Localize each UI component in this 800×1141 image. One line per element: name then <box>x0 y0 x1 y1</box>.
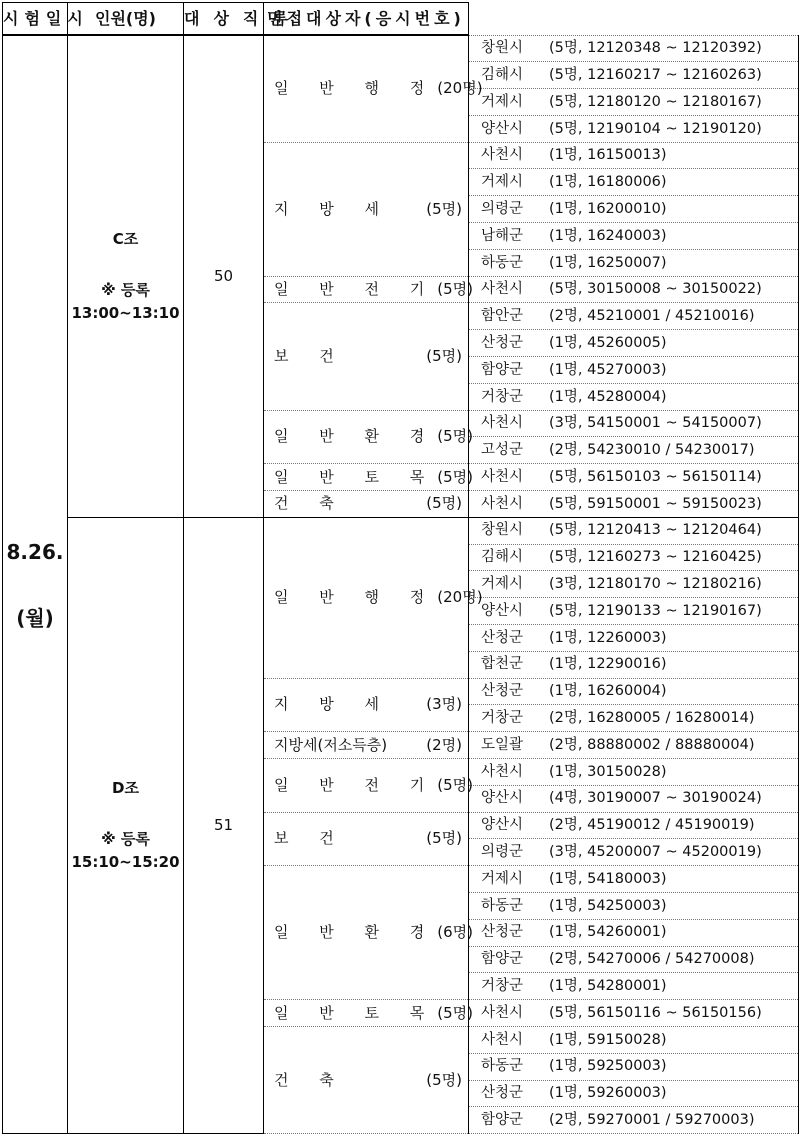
job-name: 일 반 환 경 <box>274 923 438 942</box>
candidate-cell <box>469 410 799 437</box>
candidate-region: 김해시 <box>481 549 524 566</box>
job-cell <box>264 142 469 276</box>
candidate-cell <box>469 571 799 598</box>
job-count: (5명) <box>437 467 474 486</box>
candidate-cell <box>469 223 799 250</box>
job-count: (5명) <box>437 280 474 299</box>
candidate-cell <box>469 62 799 89</box>
exam-date <box>3 35 68 1134</box>
candidate-region: 산청군 <box>481 683 524 700</box>
job-count: (5명) <box>426 347 462 366</box>
candidate-numbers: (1명, 59150028) <box>549 1031 667 1048</box>
candidate-region: 거창군 <box>481 710 524 727</box>
group-count: 51 <box>184 517 264 1133</box>
job-name: 건 축 <box>274 494 347 513</box>
job-name: 보 건 <box>274 829 347 848</box>
candidate-numbers: (5명, 12190133 ~ 12190167) <box>549 602 762 619</box>
job-cell <box>264 812 469 866</box>
candidate-numbers: (1명, 16260004) <box>549 683 667 700</box>
job-cell <box>264 491 469 518</box>
candidate-numbers: (5명, 30150008 ~ 30150022) <box>549 281 762 298</box>
registration-label: ※ 등록 <box>101 830 150 848</box>
job-cell <box>264 464 474 491</box>
candidate-numbers: (3명, 54150001 ~ 54150007) <box>549 415 762 432</box>
candidate-numbers: (2명, 16280005 / 16280014) <box>549 710 755 727</box>
candidate-numbers: (1명, 59250003) <box>549 1058 667 1075</box>
candidate-region: 산청군 <box>481 334 524 351</box>
candidate-cell <box>469 464 799 491</box>
candidate-region: 사천시 <box>481 281 524 298</box>
candidate-region: 사천시 <box>481 763 524 780</box>
job-count: (3명) <box>426 695 462 714</box>
table-row <box>3 35 799 62</box>
candidate-cell <box>469 142 799 169</box>
candidate-numbers: (2명, 54230010 / 54230017) <box>549 442 755 459</box>
candidate-numbers: (3명, 45200007 ~ 45200019) <box>549 844 762 861</box>
candidate-region: 남해군 <box>481 227 524 244</box>
candidate-cell <box>469 946 799 973</box>
candidate-numbers: (2명, 45210001 / 45210016) <box>549 308 755 325</box>
job-count: (5명) <box>426 1070 462 1089</box>
candidate-region: 양산시 <box>481 817 524 834</box>
candidate-cell <box>469 35 799 62</box>
schedule-body <box>3 35 799 1134</box>
job-name: 지 방 세 <box>274 695 393 714</box>
candidate-cell <box>469 866 799 893</box>
candidate-cell <box>469 732 799 759</box>
candidate-numbers: (1명, 45270003) <box>549 361 667 378</box>
job-count: (5명) <box>437 775 474 794</box>
candidate-region: 거제시 <box>481 576 524 593</box>
job-count: (2명) <box>426 735 462 754</box>
candidate-region: 창원시 <box>481 40 524 57</box>
table-row <box>3 517 799 544</box>
candidate-numbers: (1명, 54260001) <box>549 924 667 941</box>
job-count: (5명) <box>437 427 474 446</box>
candidate-region: 함안군 <box>481 308 524 325</box>
candidate-cell <box>469 839 799 866</box>
candidate-region: 함양군 <box>481 1112 524 1129</box>
candidate-numbers: (1명, 16240003) <box>549 227 667 244</box>
job-name: 건 축 <box>274 1070 347 1089</box>
candidate-region: 산청군 <box>481 924 524 941</box>
candidate-cell <box>469 330 799 357</box>
candidate-region: 합천군 <box>481 656 524 673</box>
candidate-numbers: (5명, 12160273 ~ 12160425) <box>549 549 762 566</box>
candidate-region: 하동군 <box>481 254 524 271</box>
candidate-cell <box>469 89 799 116</box>
candidate-cell <box>469 1053 799 1080</box>
job-cell <box>264 276 474 303</box>
group-cell <box>68 517 184 1133</box>
header-job: 대상직류 <box>184 3 264 36</box>
candidate-numbers: (5명, 59150001 ~ 59150023) <box>549 495 762 512</box>
candidate-cell <box>469 249 799 276</box>
candidate-cell <box>469 973 799 1000</box>
candidate-numbers: (1명, 45280004) <box>549 388 667 405</box>
job-cell <box>264 303 469 410</box>
candidate-numbers: (1명, 16250007) <box>549 254 667 271</box>
job-cell <box>264 732 469 759</box>
job-cell <box>264 1026 469 1133</box>
group-name: C조 <box>112 229 139 248</box>
candidate-region: 함양군 <box>481 951 524 968</box>
candidate-region: 사천시 <box>481 468 524 485</box>
job-name: 일 반 환 경 <box>274 427 438 446</box>
candidate-region: 사천시 <box>481 1004 524 1021</box>
candidate-cell <box>469 1107 799 1134</box>
candidate-cell <box>469 651 799 678</box>
candidate-cell <box>469 678 799 705</box>
candidate-region: 사천시 <box>481 495 524 512</box>
job-name: 일 반 행 정 <box>274 79 438 98</box>
candidate-cell <box>469 1026 799 1053</box>
candidate-region: 산청군 <box>481 629 524 646</box>
candidate-region: 거창군 <box>481 388 524 405</box>
candidate-cell <box>469 759 799 786</box>
candidate-numbers: (5명, 12120348 ~ 12120392) <box>549 40 762 57</box>
candidate-region: 도일괄 <box>481 736 524 753</box>
candidate-cell <box>469 625 799 652</box>
job-count: (6명) <box>437 923 474 942</box>
job-name: 지방세(저소득층) <box>274 735 388 754</box>
candidate-numbers: (1명, 54280001) <box>549 978 667 995</box>
candidate-region: 의령군 <box>481 844 524 861</box>
candidate-numbers: (1명, 16200010) <box>549 200 667 217</box>
candidate-cell <box>469 598 799 625</box>
candidate-region: 하동군 <box>481 1058 524 1075</box>
candidate-cell <box>469 1080 799 1107</box>
candidate-numbers: (3명, 12180170 ~ 12180216) <box>549 576 762 593</box>
job-cell <box>264 35 483 142</box>
candidate-cell <box>469 196 799 223</box>
candidate-numbers: (2명, 54270006 / 54270008) <box>549 951 755 968</box>
candidate-cell <box>469 303 799 330</box>
candidate-numbers: (1명, 12290016) <box>549 656 667 673</box>
candidate-numbers: (4명, 30190007 ~ 30190024) <box>549 790 762 807</box>
candidate-numbers: (5명, 12120413 ~ 12120464) <box>549 522 762 539</box>
job-count: (5명) <box>437 1003 474 1022</box>
candidate-region: 산청군 <box>481 1085 524 1102</box>
registration-time: 13:00~13:10 <box>71 303 180 322</box>
candidate-numbers: (5명, 12190104 ~ 12190120) <box>549 120 762 137</box>
group-name: D조 <box>112 779 139 797</box>
candidate-numbers: (1명, 30150028) <box>549 763 667 780</box>
candidate-region: 김해시 <box>481 66 524 83</box>
job-cell <box>264 678 469 732</box>
candidate-region: 사천시 <box>481 415 524 432</box>
job-name: 일 반 토 목 <box>274 1003 438 1022</box>
candidate-cell <box>469 383 799 410</box>
candidate-numbers: (5명, 12180120 ~ 12180167) <box>549 93 762 110</box>
candidate-cell <box>469 491 799 518</box>
candidate-cell <box>469 357 799 384</box>
candidate-cell <box>469 115 799 142</box>
candidate-cell <box>469 919 799 946</box>
candidate-region: 고성군 <box>481 442 524 459</box>
candidate-region: 양산시 <box>481 790 524 807</box>
candidate-region: 양산시 <box>481 602 524 619</box>
candidate-cell <box>469 437 799 464</box>
candidate-numbers: (1명, 54250003) <box>549 897 667 914</box>
candidate-region: 거제시 <box>481 93 524 110</box>
header-candidates: 면접대상자(응시번호) <box>264 3 469 36</box>
header-date: 시험일시 <box>3 3 68 36</box>
job-cell <box>264 866 474 1000</box>
job-cell <box>264 410 474 464</box>
group-count: 50 <box>184 35 264 517</box>
candidate-cell <box>469 893 799 920</box>
candidate-numbers: (1명, 45260005) <box>549 334 667 351</box>
candidate-region: 하동군 <box>481 897 524 914</box>
candidate-cell <box>469 544 799 571</box>
candidate-numbers: (5명, 56150103 ~ 56150114) <box>549 468 762 485</box>
candidate-cell <box>469 1000 799 1027</box>
registration-time: 15:10~15:20 <box>71 853 180 871</box>
job-count: (5명) <box>426 829 462 848</box>
job-name: 일 반 전 기 <box>274 280 438 299</box>
candidate-cell <box>469 276 799 303</box>
job-count: (20명) <box>437 588 483 607</box>
registration-label: ※ 등록 <box>101 280 150 299</box>
candidate-cell <box>469 169 799 196</box>
candidate-region: 양산시 <box>481 120 524 137</box>
candidate-numbers: (2명, 45190012 / 45190019) <box>549 817 755 834</box>
candidate-region: 의령군 <box>481 200 524 217</box>
group-cell <box>68 35 184 517</box>
candidate-region: 사천시 <box>481 147 524 164</box>
candidate-numbers: (1명, 59260003) <box>549 1085 667 1102</box>
candidate-region: 창원시 <box>481 522 524 539</box>
exam-date-day: 8.26. <box>6 539 64 564</box>
candidate-cell <box>469 705 799 732</box>
candidate-region: 함양군 <box>481 361 524 378</box>
candidate-region: 거창군 <box>481 978 524 995</box>
interview-schedule-table <box>2 2 799 1134</box>
candidate-numbers: (5명, 12160217 ~ 12160263) <box>549 66 762 83</box>
candidate-region: 거제시 <box>481 870 524 887</box>
exam-date-weekday: (월) <box>16 605 54 630</box>
candidate-cell <box>469 517 799 544</box>
candidate-numbers: (2명, 88880002 / 88880004) <box>549 736 755 753</box>
job-name: 보 건 <box>274 347 347 366</box>
job-name: 일 반 행 정 <box>274 588 438 607</box>
candidate-numbers: (5명, 56150116 ~ 56150156) <box>549 1004 762 1021</box>
job-count: (5명) <box>426 494 462 513</box>
header-count: 인원(명) <box>68 3 184 36</box>
job-name: 일 반 전 기 <box>274 775 438 794</box>
job-cell <box>264 517 483 678</box>
candidate-cell <box>469 812 799 839</box>
candidate-numbers: (1명, 54180003) <box>549 870 667 887</box>
candidate-numbers: (1명, 16150013) <box>549 147 667 164</box>
job-count: (5명) <box>426 199 462 218</box>
candidate-cell <box>469 785 799 812</box>
candidate-numbers: (1명, 16180006) <box>549 174 667 191</box>
candidate-numbers: (1명, 12260003) <box>549 629 667 646</box>
candidate-region: 거제시 <box>481 174 524 191</box>
job-cell <box>264 759 474 813</box>
job-count: (20명) <box>437 79 483 98</box>
job-name: 지 방 세 <box>274 199 393 218</box>
job-cell <box>264 1000 474 1027</box>
candidate-numbers: (2명, 59270001 / 59270003) <box>549 1112 755 1129</box>
header-row <box>3 3 799 36</box>
job-name: 일 반 토 목 <box>274 467 438 486</box>
candidate-region: 사천시 <box>481 1031 524 1048</box>
